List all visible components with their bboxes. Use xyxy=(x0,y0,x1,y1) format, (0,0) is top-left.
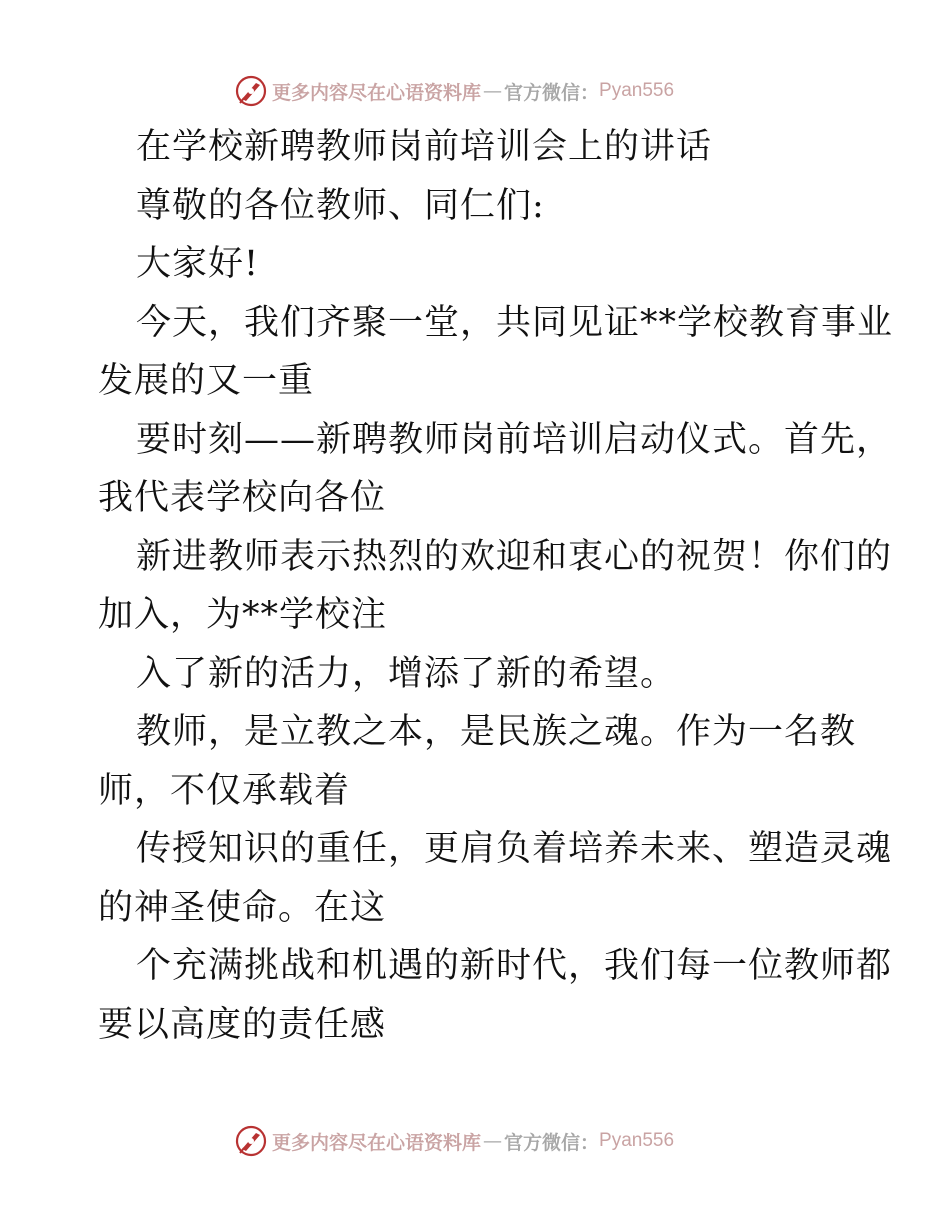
paragraph-line: 我代表学校向各位 xyxy=(98,478,387,518)
watermark-site-text: 更多内容尽在心语资料库 xyxy=(272,81,482,104)
paragraph-line: 教师，是立教之本，是民族之魂。作为一名教 xyxy=(136,712,857,752)
paragraph-line: 加入，为**学校注 xyxy=(98,595,388,635)
paragraph-line: 师，不仅承载着 xyxy=(98,770,351,811)
watermark-site-text: 更多内容尽在心语资料库 xyxy=(272,1131,482,1154)
quill-pen-logo-icon xyxy=(234,74,268,108)
document-body xyxy=(98,118,894,1054)
paragraph-line: 今天，我们齐聚一堂，共同见证**学校教育事业 xyxy=(136,302,894,343)
document-title: 在学校新聘教师岗前培训会上的讲话 xyxy=(136,127,713,167)
watermark-dash: — xyxy=(483,80,503,102)
paragraph-line: 新进教师表示热烈的欢迎和衷心的祝贺！你们的 xyxy=(136,536,893,577)
salutation: 尊敬的各位教师、同仁们: xyxy=(136,185,545,226)
watermark-wechat-label: 官方微信： xyxy=(504,81,600,104)
watermark-dash: — xyxy=(483,1130,503,1152)
paragraph-line: 传授知识的重任，更肩负着培养未来、塑造灵魂 xyxy=(136,829,893,869)
watermark-banner xyxy=(234,71,674,111)
watermark-wechat-id: Pyan556 xyxy=(599,80,675,101)
header-watermark xyxy=(0,71,950,111)
paragraph-line: 要以高度的责任感 xyxy=(98,1004,387,1045)
paragraph-line: 要时刻——新聘教师岗前培训启动仪式。首先， xyxy=(136,419,893,460)
watermark-banner xyxy=(234,1121,674,1161)
paragraph-line: 入了新的活力，增添了新的希望。 xyxy=(136,653,677,694)
paragraph-line: 的神圣使命。在这 xyxy=(98,887,387,928)
footer-watermark xyxy=(0,1121,950,1161)
watermark-wechat-id: Pyan556 xyxy=(599,1130,675,1151)
greeting: 大家好! xyxy=(136,244,260,284)
paragraph-line: 发展的又一重 xyxy=(98,361,315,401)
quill-pen-logo-icon xyxy=(234,1124,268,1158)
watermark-wechat-label: 官方微信： xyxy=(504,1131,600,1154)
paragraph-line: 个充满挑战和机遇的新时代，我们每一位教师都 xyxy=(136,946,893,986)
